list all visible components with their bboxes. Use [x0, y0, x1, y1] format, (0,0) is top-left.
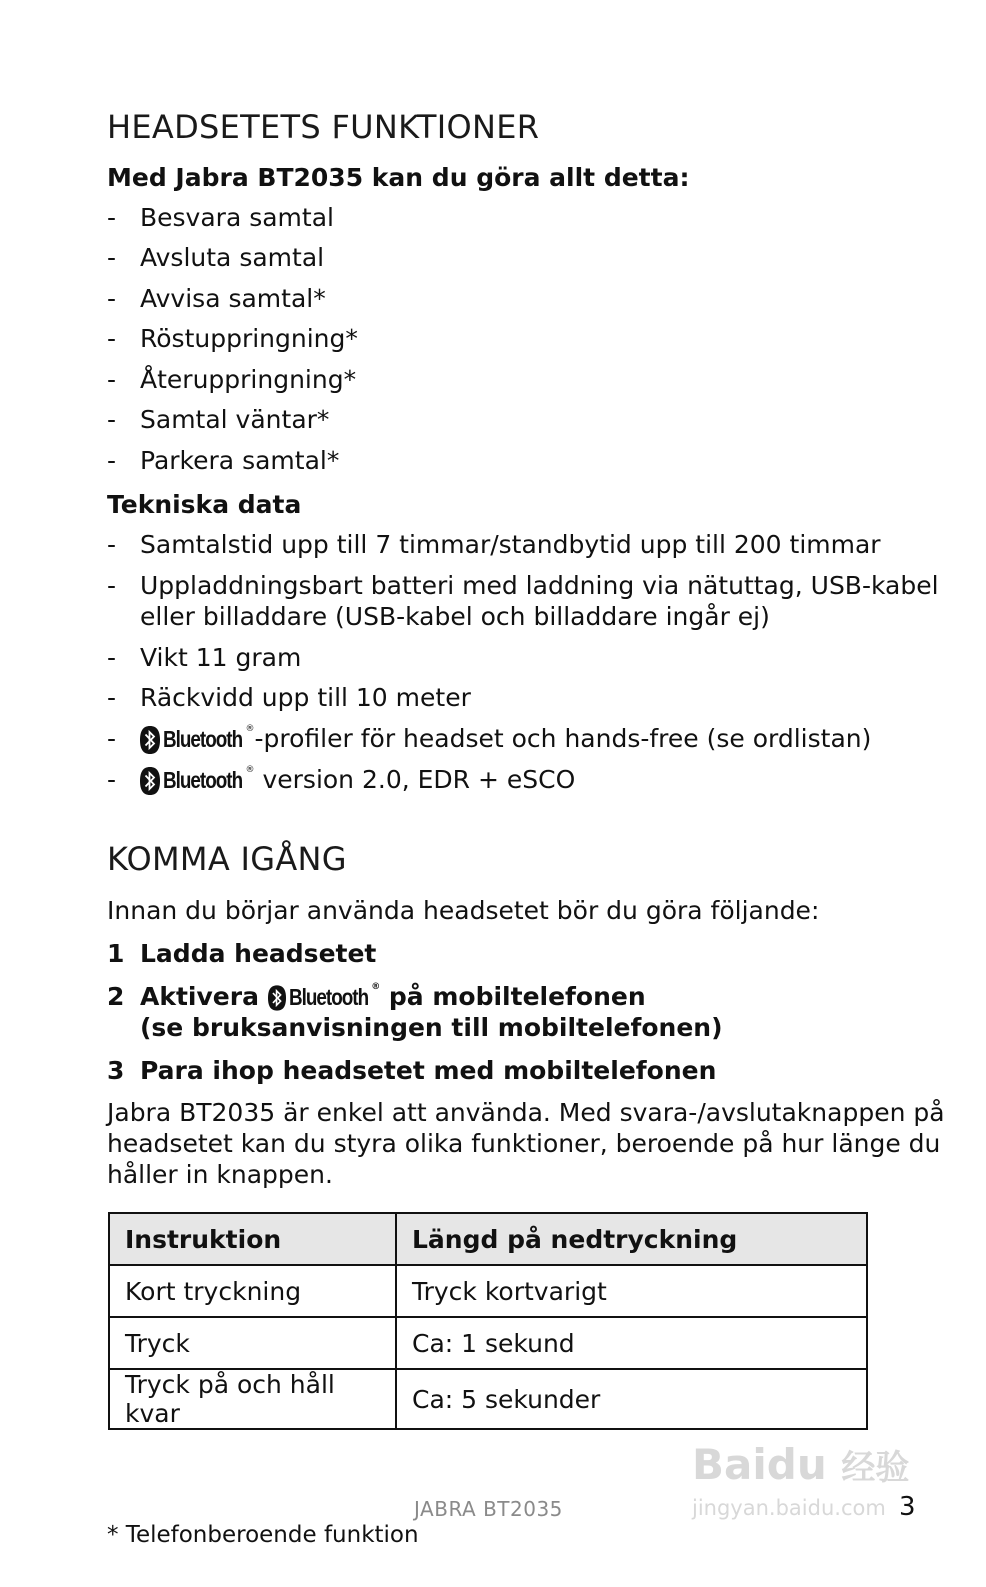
- watermark-logo: [692, 1440, 909, 1489]
- watermark-text: 经验: [841, 1448, 910, 1488]
- step-text-part: Aktivera: [140, 982, 259, 1011]
- list-item-text: eller billaddare (USB-kabel och billaddare ingår ej): [140, 602, 770, 631]
- list-item-text: -profiler för headset och hands-free (se ordlistan): [254, 724, 872, 753]
- paragraph-line: håller in knappen.: [107, 1160, 333, 1189]
- getting-started-intro: Innan du börjar använda headsetet bör du göra följande:: [107, 896, 820, 925]
- list-item-text: Uppladdningsbart batteri med laddning via nätuttag, USB-kabel: [140, 571, 939, 600]
- footer-product-name: JABRA BT2035: [414, 1497, 563, 1521]
- bluetooth-logo-icon: [140, 767, 160, 795]
- bluetooth-logo-icon: [268, 985, 286, 1011]
- table-cell: Kort tryckning: [109, 1265, 396, 1317]
- registered-mark: ®: [245, 724, 255, 734]
- list-item-text: Samtal väntar*: [140, 405, 330, 434]
- table-row: [109, 1317, 867, 1369]
- list-item-text: version 2.0, EDR + eSCO: [254, 765, 576, 794]
- list-item-text: Återuppringning*: [140, 365, 357, 394]
- list-item-text: Avvisa samtal*: [140, 284, 326, 313]
- bluetooth-wordmark: Bluetooth: [163, 726, 243, 752]
- bluetooth-wordmark: Bluetooth: [163, 767, 243, 793]
- table-cell: Tryck kortvarigt: [396, 1265, 867, 1317]
- bluetooth-wordmark: Bluetooth: [288, 984, 368, 1010]
- watermark-text: Bai: [692, 1440, 767, 1489]
- table-cell: Ca: 1 sekund: [396, 1317, 867, 1369]
- tech-list: - Samtalstid upp till 7 timmar/standbytid upp till 200 timmar - Uppladdningsbart batteri med laddning via nätuttag, USB-kabel eller billaddare (USB-kabel och billaddare ingår ej) - Vikt 11 gram - Räckvidd upp till 10 meter - Bluetooth ®-profiler för headset och hands-free (se ordlistan) - Bluetooth ® version 2.0, EDR + eSCO: [107, 530, 939, 794]
- instruction-table: [108, 1212, 868, 1430]
- table-header-row: [109, 1213, 867, 1265]
- bluetooth-logo-icon: [140, 726, 160, 754]
- step-text: Para ihop headsetet med mobiltelefonen: [140, 1056, 717, 1085]
- watermark-url: jingyan.baidu.com: [692, 1496, 886, 1520]
- list-item-text: Samtalstid upp till 7 timmar/standbytid upp till 200 timmar: [140, 530, 881, 559]
- list-item-text: Vikt 11 gram: [140, 643, 302, 672]
- step-text-part: på mobiltelefonen: [380, 982, 646, 1011]
- paragraph-line: Jabra BT2035 är enkel att använda. Med svara-/avslutaknappen på: [107, 1098, 945, 1127]
- table-row: [109, 1369, 867, 1429]
- step-text-continuation: (se bruksanvisningen till mobiltelefonen): [140, 1013, 723, 1042]
- registered-mark: ®: [245, 765, 255, 775]
- step-number: 3: [107, 1056, 125, 1085]
- table-header-cell: Längd på nedtryckning: [396, 1213, 867, 1265]
- table-row: [109, 1265, 867, 1317]
- features-list: - Besvara samtal - Avsluta samtal - Avvisa samtal* - Röstuppringning* - Återuppringning* - Samtal väntar* - Parkera samtal*: [107, 203, 358, 475]
- table-cell: Ca: 5 sekunder: [396, 1369, 867, 1429]
- list-item-text: Räckvidd upp till 10 meter: [140, 683, 471, 712]
- list-item-text: Besvara samtal: [140, 203, 334, 232]
- table-header-cell: Instruktion: [109, 1213, 396, 1265]
- list-item-text: Avsluta samtal: [140, 243, 325, 272]
- registered-mark: ®: [371, 982, 381, 992]
- step-number: 2: [107, 982, 125, 1011]
- section-heading-getting-started: KOMMA IGÅNG: [107, 840, 347, 878]
- paragraph-line: headsetet kan du styra olika funktioner, beroende på hur länge du: [107, 1129, 941, 1158]
- table-cell: Tryck på och håll kvar: [109, 1369, 396, 1429]
- table-cell: Tryck: [109, 1317, 396, 1369]
- list-item-text: Parkera samtal*: [140, 446, 340, 475]
- step-number: 1: [107, 939, 125, 968]
- footnote: * Telefonberoende funktion: [107, 1522, 419, 1548]
- section-heading-features: HEADSETETS FUNKTIONER: [107, 108, 540, 146]
- list-item-text: Röstuppringning*: [140, 324, 358, 353]
- step-text: [140, 982, 646, 1011]
- step-text: Ladda headsetet: [140, 939, 377, 968]
- tech-heading: Tekniska data: [107, 490, 302, 519]
- page-number: 3: [899, 1492, 916, 1522]
- watermark-text: du: [766, 1440, 827, 1489]
- features-intro: Med Jabra BT2035 kan du göra allt detta:: [107, 163, 690, 192]
